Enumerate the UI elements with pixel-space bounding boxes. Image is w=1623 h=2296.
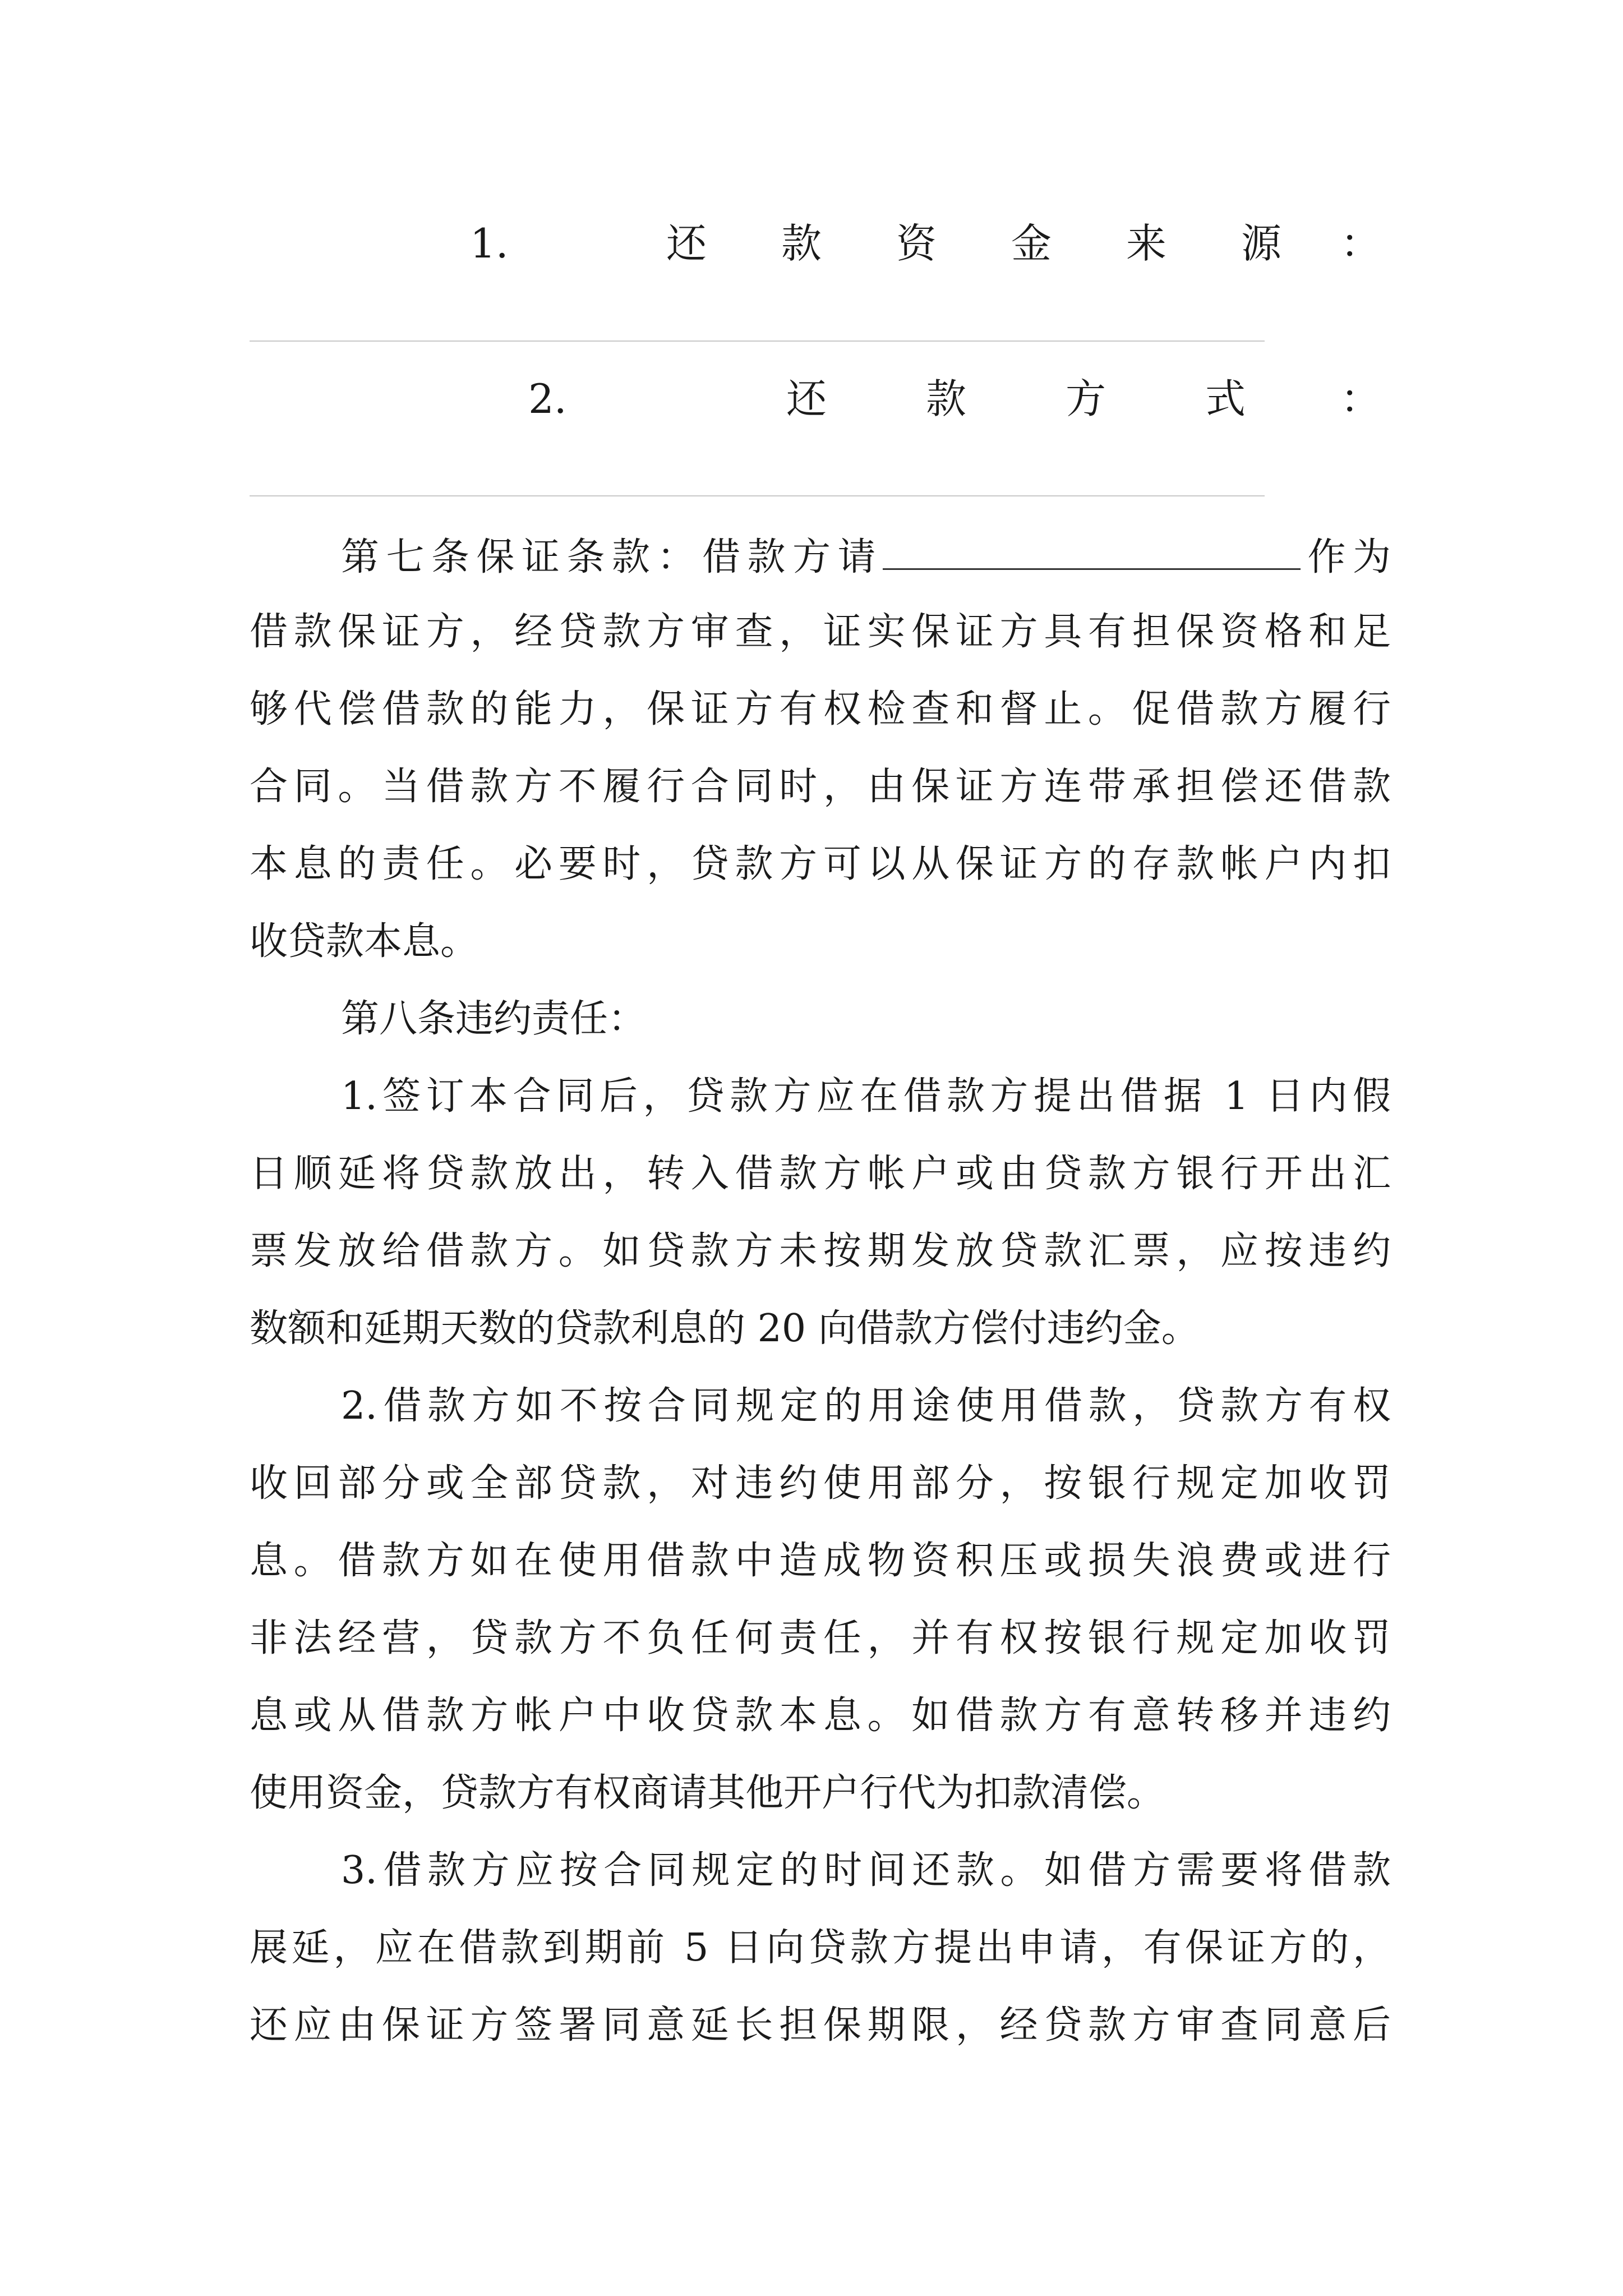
art8-p3-line2: 展延，应在借款到期前 5 日向贷款方提出申请，有保证方的， bbox=[250, 1926, 1391, 1970]
art7-line1-post: 作为 bbox=[1300, 535, 1391, 579]
art7-line1 bbox=[341, 536, 1391, 577]
art7-line4: 合同。当借款方不履行合同时，由保证方连带承担偿还借款 bbox=[250, 765, 1391, 809]
guarantor-name-blank bbox=[883, 536, 1301, 570]
item2-number: 2. bbox=[528, 375, 567, 422]
art7-line2: 借款保证方，经贷款方审查，证实保证方具有担保资格和足 bbox=[250, 610, 1391, 654]
item1-char-1: 款 bbox=[781, 220, 822, 267]
item1-number: 1. bbox=[470, 220, 509, 267]
art8-p3-line3: 还应由保证方签署同意延长担保期限，经贷款方审查同意后 bbox=[250, 2003, 1391, 2047]
art8-p2-line5: 息或从借款方帐户中收贷款本息。如借款方有意转移并违约 bbox=[250, 1694, 1391, 1738]
art7-line5: 本息的责任。必要时，贷款方可以从保证方的存款帐户内扣 bbox=[250, 842, 1391, 886]
art8-p2-line3: 息。借款方如在使用借款中造成物资积压或损失浪费或进行 bbox=[250, 1539, 1391, 1583]
art7-line1-pre: 第七条保证条款：借款方请 bbox=[341, 535, 883, 579]
art7-line6: 收贷款本息。 bbox=[250, 919, 479, 964]
item1-char-0: 还 bbox=[666, 220, 707, 267]
art8-p2-line4: 非法经营，贷款方不负任何责任，并有权按银行规定加收罚 bbox=[250, 1616, 1391, 1660]
art8-p1-line3: 票发放给借款方。如贷款方未按期发放贷款汇票，应按违约 bbox=[250, 1229, 1391, 1273]
art8-p3-line1: 3.借款方应按合同规定的时间还款。如借方需要将借款 bbox=[341, 1848, 1391, 1893]
item2-char-2: 方 bbox=[1066, 375, 1106, 422]
item1-colon: ： bbox=[1340, 220, 1381, 267]
art8-p1-line4: 数额和延期天数的贷款利息的 20 向借款方偿付违约金。 bbox=[250, 1306, 1200, 1351]
item2-char-1: 款 bbox=[926, 375, 967, 422]
item2-char-3: 式 bbox=[1205, 375, 1246, 422]
item1-blank-line bbox=[250, 341, 1265, 342]
art7-line3: 够代偿借款的能力，保证方有权检查和督止。促借款方履行 bbox=[250, 687, 1391, 731]
art8-p1-line2: 日顺延将贷款放出，转入借款方帐户或由贷款方银行开出汇 bbox=[250, 1152, 1391, 1196]
item1-char-5: 源 bbox=[1241, 220, 1282, 267]
item2-blank-line bbox=[250, 495, 1265, 496]
item2-colon: ： bbox=[1340, 375, 1381, 422]
art8-p2-line6: 使用资金，贷款方有权商请其他开户行代为扣款清偿。 bbox=[250, 1771, 1165, 1815]
art8-p2-line1: 2.借款方如不按合同规定的用途使用借款，贷款方有权 bbox=[341, 1384, 1391, 1428]
art8-p1-line1: 1.签订本合同后，贷款方应在借款方提出借据 1 日内假 bbox=[341, 1074, 1391, 1119]
item1-char-4: 来 bbox=[1126, 220, 1167, 267]
art8-p2-line2: 收回部分或全部贷款，对违约使用部分，按银行规定加收罚 bbox=[250, 1461, 1391, 1506]
item1-char-2: 资 bbox=[896, 220, 937, 267]
item2-char-0: 还 bbox=[786, 375, 827, 422]
art8-heading: 第八条违约责任： bbox=[341, 997, 647, 1041]
item1-char-3: 金 bbox=[1011, 220, 1052, 267]
